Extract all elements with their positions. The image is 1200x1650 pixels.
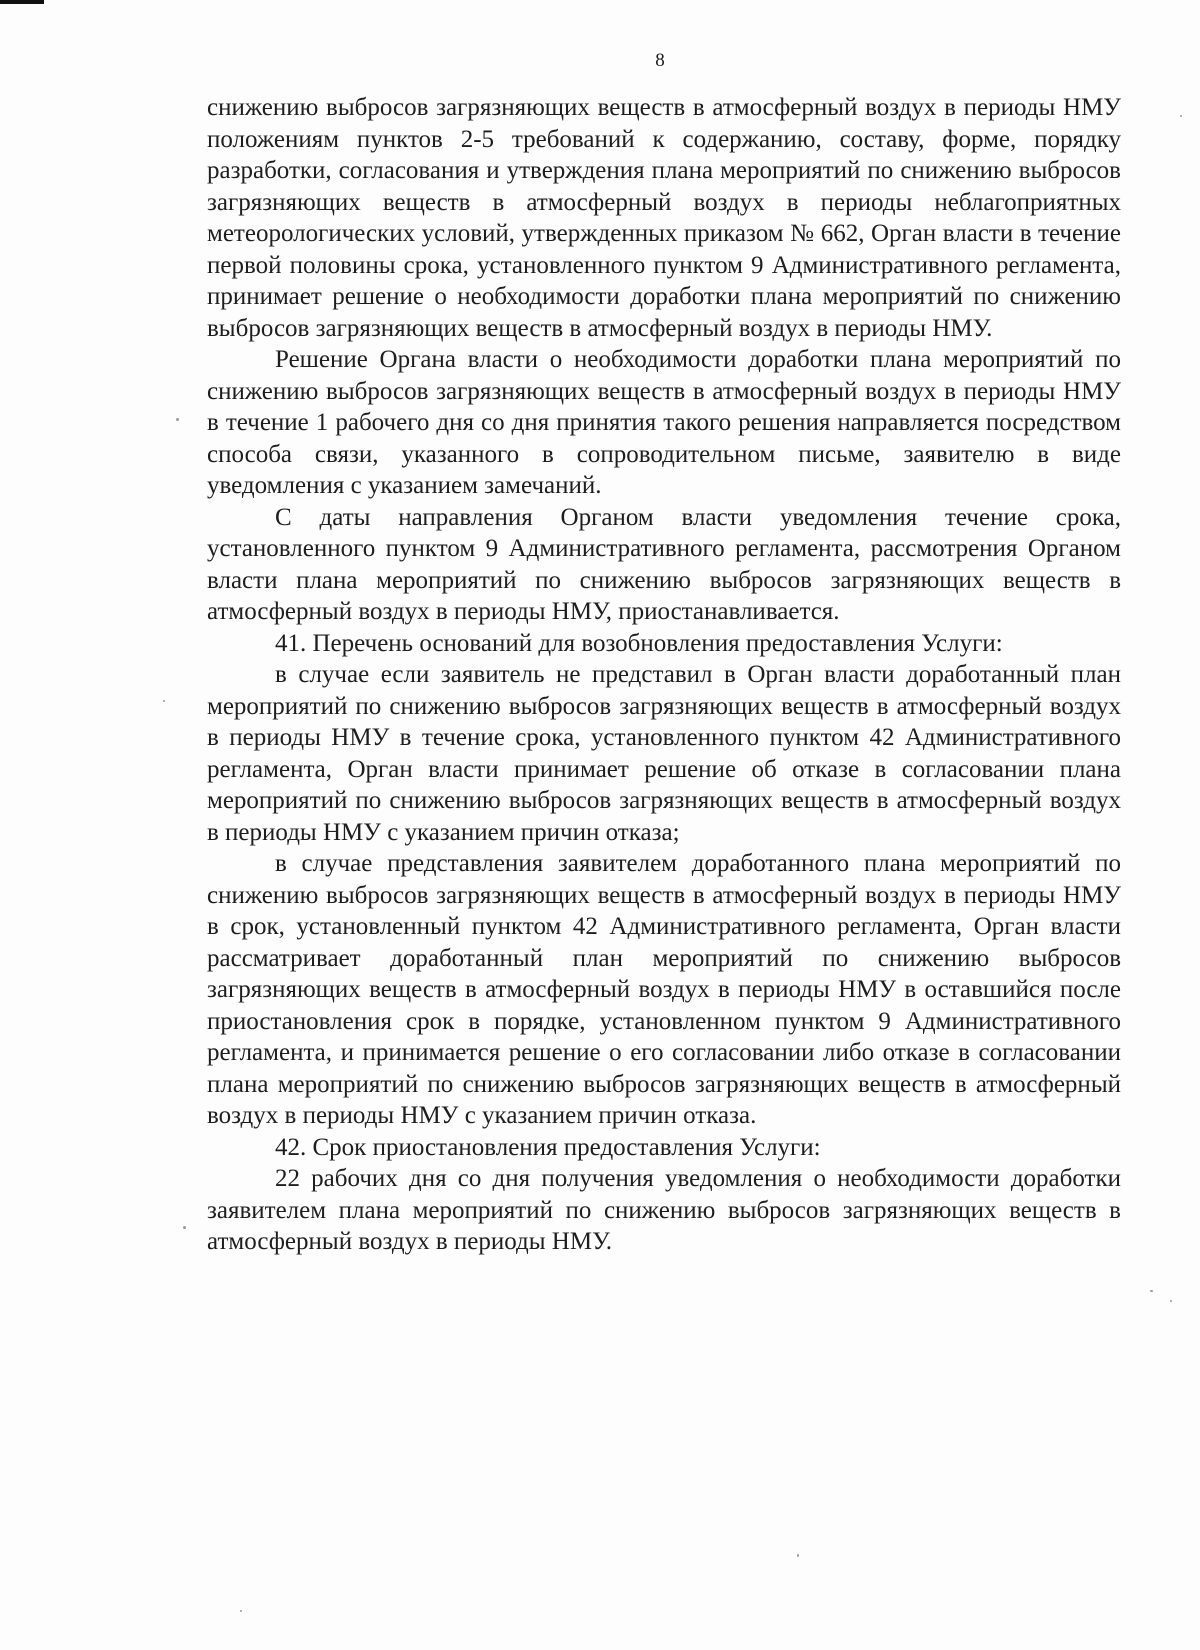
scan-speck — [1150, 1290, 1153, 1292]
document-body — [207, 92, 1121, 1258]
scan-speck — [1170, 1300, 1172, 1302]
page-number: 8 — [655, 50, 665, 71]
section-42-heading: 42. Срок приостановления предоставления Услуги: — [275, 1133, 821, 1161]
section-41-heading: 41. Перечень оснований для возобновления предоставления Услуги: — [275, 629, 1003, 657]
scan-speck — [176, 418, 179, 421]
paragraph-not-submitted-case: в случае если заявитель не представил в Орган власти доработанный план мероприятий по снижению выбросов загрязняющих веществ в атмосферный воздух в периоды НМУ в течение срока, установленного пунктом 42 Административного регламента, Орган власти принимает решение об отказе в согласовании плана мероприятий по снижению выбросов загрязняющих веществ в атмосферный воздух в периоды НМУ с указанием причин отказа; — [207, 661, 1121, 846]
scan-speck — [163, 700, 165, 702]
paragraph-revision-decision: Решение Органа власти о необходимости доработки плана мероприятий по снижению выбросов загрязняющих веществ в атмосферный воздух в периоды НМУ в течение 1 рабочего дня со дня принятия такого решения направляется посредством способа связи, указанного в сопроводительном письме, заявителю в виде уведомления с указанием замечаний. — [207, 346, 1121, 499]
scan-speck — [240, 1610, 242, 1612]
scan-speck — [797, 1554, 799, 1557]
scan-edge-mark — [0, 0, 44, 4]
paragraph-continuation: снижению выбросов загрязняющих веществ в атмосферный воздух в периоды НМУ положениям пунктов 2-5 требований к содержанию, составу, форме, порядку разработки, согласования и утверждения плана мероприятий по снижению выбросов загрязняющих веществ в атмосферный воздух в периоды неблагоприятных метеорологических условий, утвержденных приказом № 662, Орган власти в течение первой половины срока, установленного пунктом 9 Административного регламента, принимает решение о необходимости доработки плана мероприятий по снижению выбросов загрязняющих веществ в атмосферный воздух в периоды НМУ. — [207, 94, 1121, 342]
paragraph-suspension-term: 22 рабочих дня со дня получения уведомления о необходимости доработки заявителем плана мероприятий по снижению выбросов загрязняющих веществ в атмосферный воздух в периоды НМУ. — [207, 1165, 1121, 1255]
paragraph-submitted-case: в случае представления заявителем доработанного плана мероприятий по снижению выбросов загрязняющих веществ в атмосферный воздух в периоды НМУ в срок, установленный пунктом 42 Административного регламента, Орган власти рассматривает доработанный план мероприятий по снижению выбросов загрязняющих веществ в атмосферный воздух в периоды НМУ в оставшийся после приостановления срок в порядке, установленном пунктом 9 Административного регламента, и принимается решение о его согласовании либо отказе в согласовании плана мероприятий по снижению выбросов загрязняющих веществ в атмосферный воздух в периоды НМУ с указанием причин отказа. — [207, 850, 1121, 1129]
scan-speck — [1180, 115, 1182, 117]
paragraph-suspension: С даты направления Органом власти уведомления течение срока, установленного пунктом 9 Административного регламента, рассмотрения Органом власти плана мероприятий по снижению выбросов загрязняющих веществ в атмосферный воздух в периоды НМУ, приостанавливается. — [207, 503, 1121, 625]
scan-speck — [183, 1226, 186, 1229]
